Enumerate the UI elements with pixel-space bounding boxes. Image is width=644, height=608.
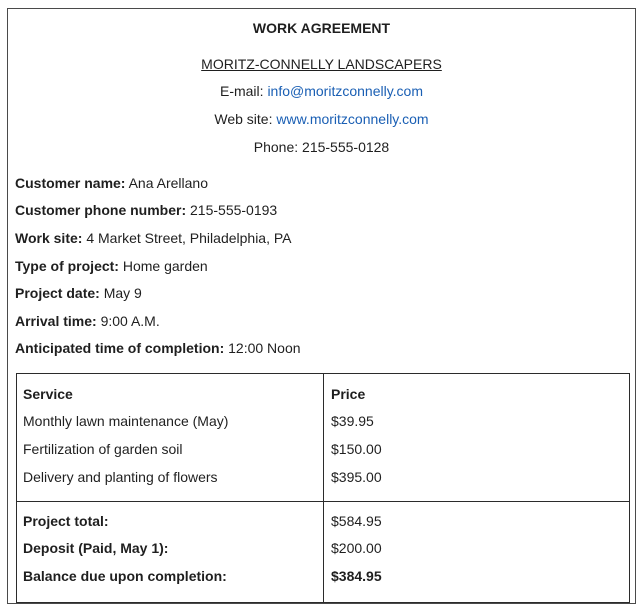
table-row-price: $150.00 — [331, 441, 382, 457]
balance-label: Balance due upon completion: — [23, 568, 227, 584]
deposit-value: $200.00 — [331, 540, 382, 556]
table-row-price: $395.00 — [331, 469, 382, 485]
field-label: Project date: — [15, 285, 100, 301]
field-arrival-time — [15, 311, 160, 331]
column-header-service: Service — [23, 386, 73, 402]
website-label: Web site: — [214, 111, 277, 127]
email-label: E-mail: — [219, 83, 268, 99]
field-value: 4 Market Street, Philadelphia, PA — [82, 230, 292, 246]
total-label: Project total: — [23, 513, 109, 529]
field-label: Arrival time: — [15, 313, 97, 329]
field-label: Customer phone number: — [15, 202, 187, 218]
table-row-service: Fertilization of garden soil — [23, 441, 183, 457]
totals-divider — [17, 501, 629, 502]
balance-value: $384.95 — [331, 568, 382, 584]
total-value: $584.95 — [331, 513, 382, 529]
field-work-site — [15, 228, 292, 248]
email-line — [8, 81, 635, 101]
field-customer-phone — [15, 200, 277, 220]
table-row-price: $39.95 — [331, 413, 374, 429]
table-row-service: Monthly lawn maintenance (May) — [23, 413, 229, 429]
field-customer-name — [15, 173, 208, 193]
field-value: Ana Arellano — [125, 175, 208, 191]
field-value: 9:00 A.M. — [96, 313, 160, 329]
field-value: 215-555-0193 — [186, 202, 278, 218]
column-divider — [323, 374, 324, 602]
work-agreement-document — [7, 8, 636, 604]
field-completion-time — [15, 338, 301, 358]
field-value: 12:00 Noon — [224, 340, 301, 356]
column-header-price: Price — [331, 386, 366, 402]
deposit-label: Deposit (Paid, May 1): — [23, 540, 169, 556]
field-label: Work site: — [15, 230, 83, 246]
company-phone: Phone: 215-555-0128 — [253, 139, 390, 155]
field-label: Anticipated time of completion: — [15, 340, 225, 356]
field-project-date — [15, 283, 142, 303]
services-table — [16, 373, 630, 603]
email-link[interactable]: info@moritzconnelly.com — [267, 83, 423, 99]
field-label: Customer name: — [15, 175, 126, 191]
website-link[interactable]: www.moritzconnelly.com — [276, 111, 429, 127]
website-line — [8, 109, 635, 129]
field-label: Type of project: — [15, 258, 119, 274]
field-project-type — [15, 256, 208, 276]
field-value: Home garden — [118, 258, 208, 274]
company-name: MORITZ-CONNELLY LANDSCAPERS — [201, 56, 442, 72]
field-value: May 9 — [99, 285, 142, 301]
table-row-service: Delivery and planting of flowers — [23, 469, 218, 485]
document-title: WORK AGREEMENT — [252, 20, 391, 36]
